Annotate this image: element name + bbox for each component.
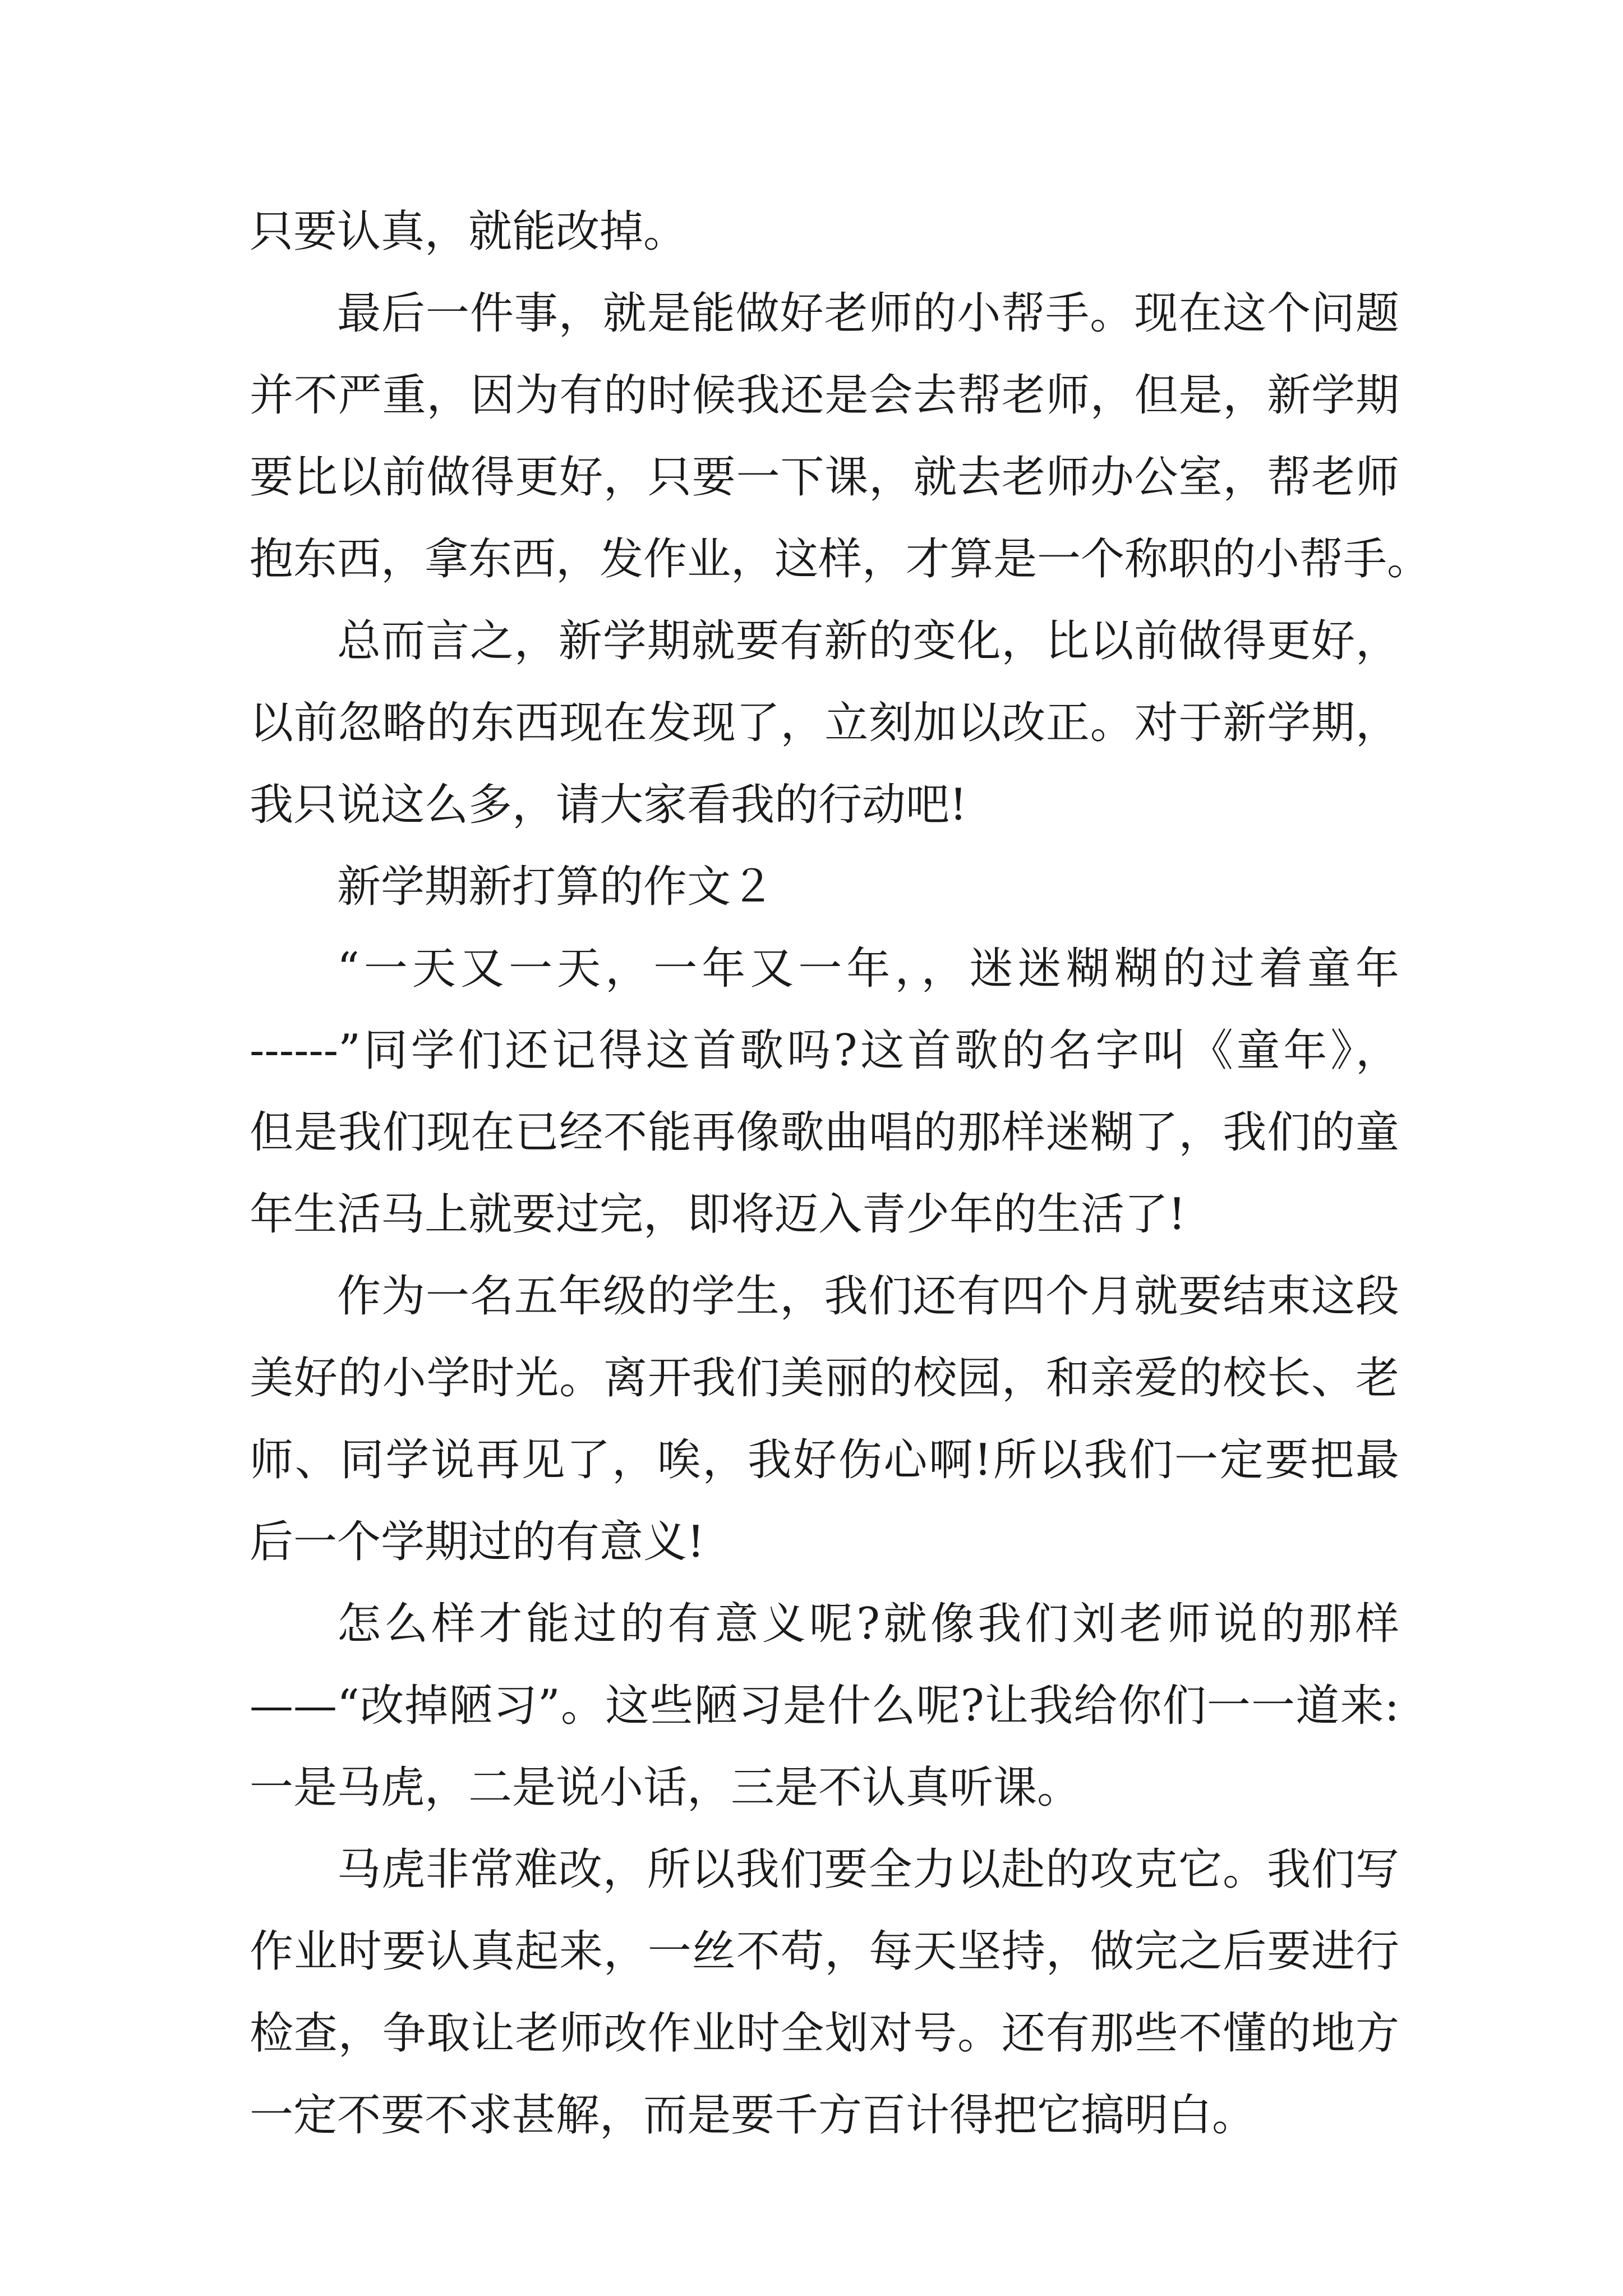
text-line: 一是马虎，二是说小话，三是不认真听课。 <box>250 1763 1081 1813</box>
text-line: 一定不要不求甚解，而是要千方百计得把它搞明白。 <box>250 2090 1256 2141</box>
text-line: 并不严重，因为有的时候我还是会去帮老师，但是，新学期 <box>250 370 1399 421</box>
section-heading: 新学期新打算的作文２ <box>337 862 775 912</box>
paragraph-start-line: 怎么样才能过的有意义呢?就像我们刘老师说的那样 <box>337 1599 1399 1649</box>
text-line: 作业时要认真起来，一丝不苟，每天坚持，做完之后要进行 <box>250 1926 1399 1977</box>
paragraph-start-line: 作为一名五年级的学生，我们还有四个月就要结束这段 <box>337 1271 1399 1322</box>
text-line: ——“改掉陋习”。这些陋习是什么呢?让我给你们一一道来: <box>250 1681 1399 1731</box>
text-line: 要比以前做得更好，只要一下课，就去老师办公室，帮老师 <box>250 452 1399 503</box>
text-line: 美好的小学时光。离开我们美丽的校园，和亲爱的校长、老 <box>250 1353 1399 1404</box>
text-line: 我只说这么多，请大家看我的行动吧! <box>250 780 967 830</box>
text-line: 但是我们现在已经不能再像歌曲唱的那样迷糊了，我们的童 <box>250 1107 1399 1158</box>
text-line: 抱东西，拿东西，发作业，这样，才算是一个称职的小帮手。 <box>250 534 1431 585</box>
document-body <box>250 191 1431 2156</box>
text-line: 师、同学说再见了，唉，我好伤心啊!所以我们一定要把最 <box>250 1435 1399 1485</box>
paragraph-start-line: 最后一件事，就是能做好老师的小帮手。现在这个问题 <box>337 288 1399 339</box>
paragraph-start-line: 马虎非常难改，所以我们要全力以赴的攻克它。我们写 <box>337 1844 1399 1895</box>
text-line: ------”同学们还记得这首歌吗?这首歌的名字叫《童年》， <box>250 1025 1399 1076</box>
paragraph-start-line: 总而言之，新学期就要有新的变化，比以前做得更好， <box>337 616 1399 666</box>
text-line: 只要认真，就能改掉。 <box>250 206 688 257</box>
text-line: 后一个学期过的有意义! <box>250 1517 705 1567</box>
paragraph-start-line: “一天又一天，一年又一年，，迷迷糊糊的过着童年 <box>337 944 1399 994</box>
text-line: 检查，争取让老师改作业时全划对号。还有那些不懂的地方 <box>250 2008 1399 2059</box>
text-line: 年生活马上就要过完，即将迈入青少年的生活了! <box>250 1189 1186 1240</box>
text-line: 以前忽略的东西现在发现了，立刻加以改正。对于新学期， <box>250 698 1399 748</box>
